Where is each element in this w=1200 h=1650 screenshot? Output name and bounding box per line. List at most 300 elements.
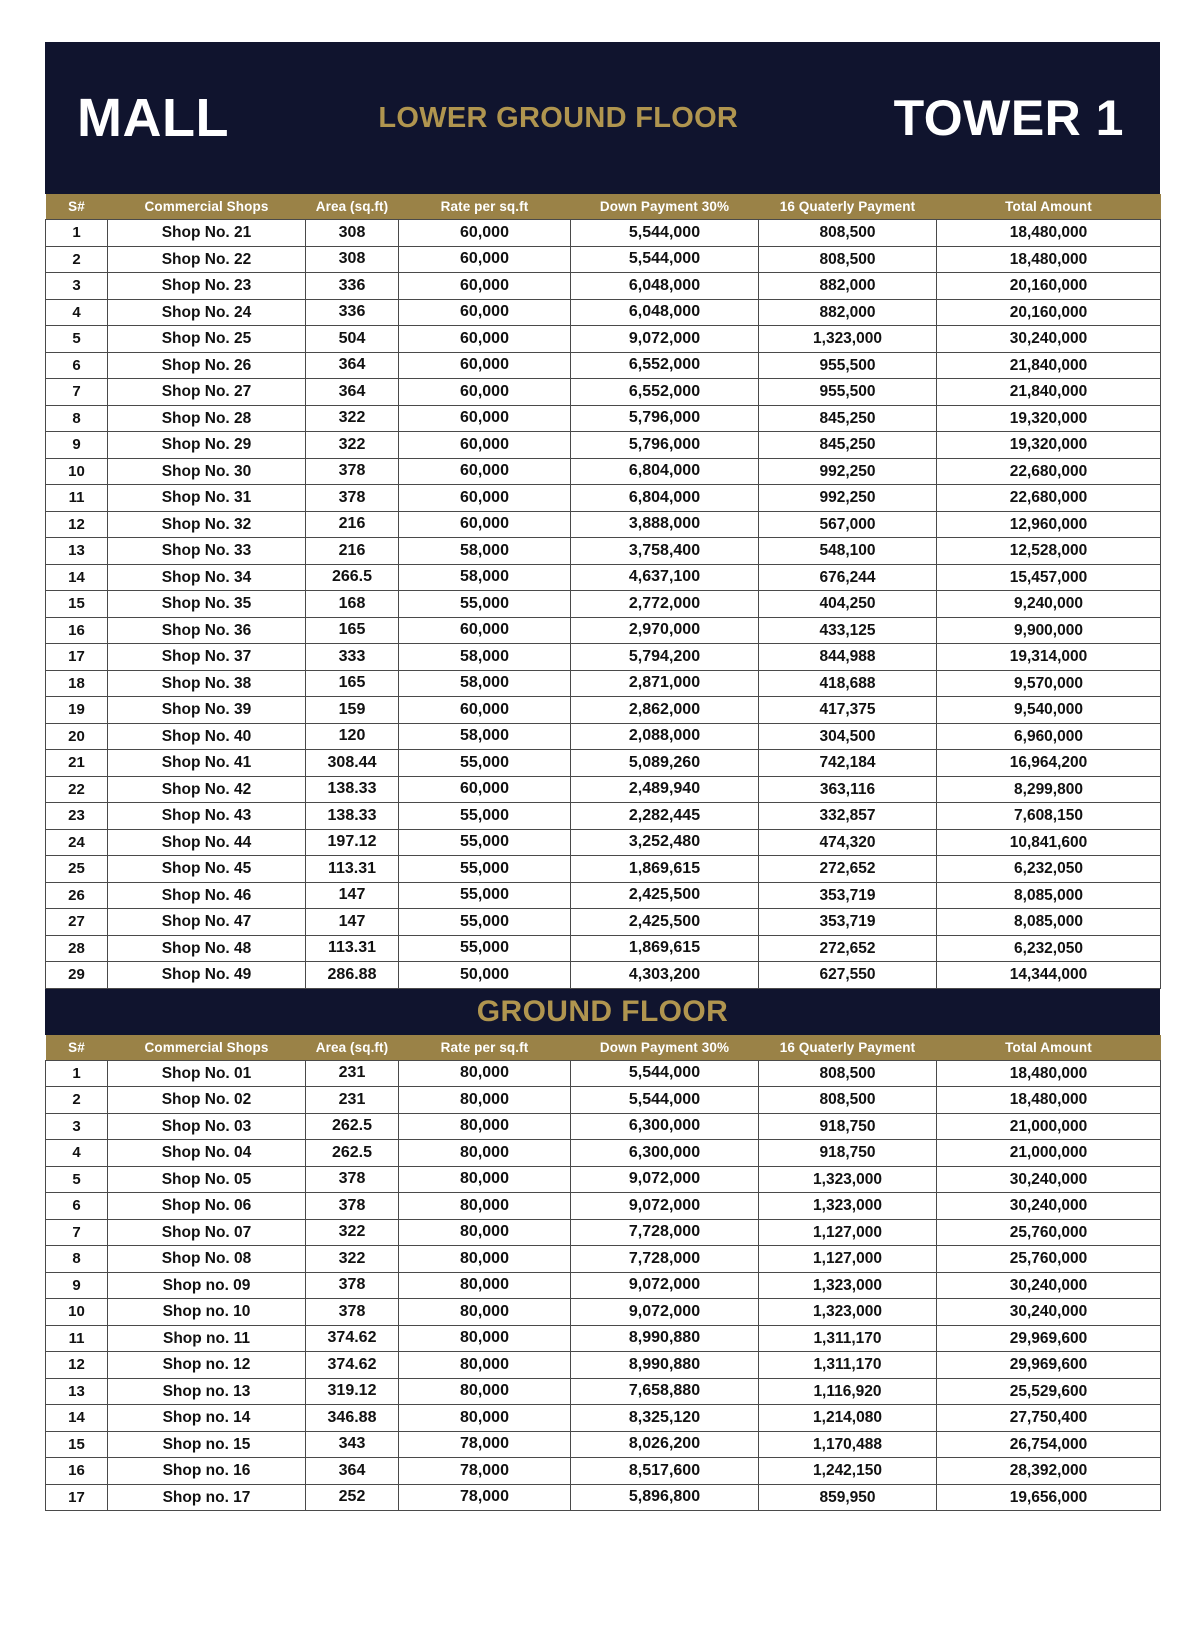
cell-rate: 55,000 <box>399 935 571 962</box>
table-row <box>46 1378 1161 1405</box>
cell-serial: 19 <box>46 697 108 724</box>
cell-shop-name: Shop No. 24 <box>108 299 306 326</box>
cell-total: 21,000,000 <box>937 1113 1161 1140</box>
cell-shop-name: Shop No. 04 <box>108 1140 306 1167</box>
cell-shop-name: Shop No. 29 <box>108 432 306 459</box>
table-row <box>46 458 1161 485</box>
cell-serial: 2 <box>46 246 108 273</box>
cell-total: 10,841,600 <box>937 829 1161 856</box>
table-row <box>46 1484 1161 1511</box>
cell-serial: 5 <box>46 1166 108 1193</box>
cell-total: 6,232,050 <box>937 935 1161 962</box>
cell-serial: 7 <box>46 379 108 406</box>
cell-rate: 80,000 <box>399 1140 571 1167</box>
cell-serial: 29 <box>46 962 108 989</box>
col-header-rate: Rate per sq.ft <box>399 194 571 220</box>
cell-serial: 11 <box>46 485 108 512</box>
cell-total: 19,656,000 <box>937 1484 1161 1511</box>
cell-total: 18,480,000 <box>937 1087 1161 1114</box>
cell-serial: 4 <box>46 299 108 326</box>
cell-shop-name: Shop No. 48 <box>108 935 306 962</box>
cell-total: 14,344,000 <box>937 962 1161 989</box>
cell-total: 26,754,000 <box>937 1431 1161 1458</box>
cell-down-payment: 9,072,000 <box>571 1299 759 1326</box>
table-header-row <box>46 194 1161 220</box>
cell-down-payment: 9,072,000 <box>571 1166 759 1193</box>
cell-rate: 78,000 <box>399 1458 571 1485</box>
cell-quarterly: 1,116,920 <box>759 1378 937 1405</box>
cell-rate: 80,000 <box>399 1113 571 1140</box>
table-body-gf <box>46 1060 1161 1511</box>
cell-quarterly: 1,323,000 <box>759 1272 937 1299</box>
cell-total: 8,085,000 <box>937 909 1161 936</box>
cell-quarterly: 418,688 <box>759 670 937 697</box>
cell-quarterly: 353,719 <box>759 909 937 936</box>
cell-total: 21,840,000 <box>937 352 1161 379</box>
title-banner <box>45 42 1160 194</box>
cell-area: 374.62 <box>306 1325 399 1352</box>
cell-area: 378 <box>306 1299 399 1326</box>
table-row <box>46 220 1161 247</box>
table-row <box>46 432 1161 459</box>
cell-quarterly: 363,116 <box>759 776 937 803</box>
cell-area: 378 <box>306 1166 399 1193</box>
cell-down-payment: 7,728,000 <box>571 1246 759 1273</box>
table-row <box>46 405 1161 432</box>
table-row <box>46 617 1161 644</box>
cell-total: 21,000,000 <box>937 1140 1161 1167</box>
cell-down-payment: 8,990,880 <box>571 1325 759 1352</box>
cell-area: 308 <box>306 220 399 247</box>
cell-shop-name: Shop No. 33 <box>108 538 306 565</box>
cell-serial: 28 <box>46 935 108 962</box>
cell-shop-name: Shop no. 13 <box>108 1378 306 1405</box>
cell-total: 25,760,000 <box>937 1246 1161 1273</box>
col-header-rate: Rate per sq.ft <box>399 1035 571 1061</box>
cell-quarterly: 1,323,000 <box>759 1193 937 1220</box>
cell-rate: 55,000 <box>399 591 571 618</box>
cell-shop-name: Shop No. 22 <box>108 246 306 273</box>
cell-total: 19,320,000 <box>937 432 1161 459</box>
cell-quarterly: 882,000 <box>759 273 937 300</box>
cell-rate: 55,000 <box>399 750 571 777</box>
cell-rate: 78,000 <box>399 1431 571 1458</box>
cell-quarterly: 955,500 <box>759 379 937 406</box>
cell-shop-name: Shop No. 21 <box>108 220 306 247</box>
cell-total: 29,969,600 <box>937 1325 1161 1352</box>
cell-quarterly: 882,000 <box>759 299 937 326</box>
cell-quarterly: 808,500 <box>759 246 937 273</box>
cell-down-payment: 5,544,000 <box>571 220 759 247</box>
cell-rate: 50,000 <box>399 962 571 989</box>
table-row <box>46 1431 1161 1458</box>
cell-rate: 60,000 <box>399 220 571 247</box>
cell-serial: 17 <box>46 644 108 671</box>
cell-down-payment: 6,300,000 <box>571 1113 759 1140</box>
table-body-lgf <box>46 220 1161 989</box>
cell-rate: 80,000 <box>399 1299 571 1326</box>
table-row <box>46 1060 1161 1087</box>
cell-shop-name: Shop no. 15 <box>108 1431 306 1458</box>
cell-rate: 60,000 <box>399 273 571 300</box>
table-row <box>46 723 1161 750</box>
col-header-shop: Commercial Shops <box>108 1035 306 1061</box>
cell-rate: 80,000 <box>399 1166 571 1193</box>
cell-down-payment: 2,282,445 <box>571 803 759 830</box>
cell-serial: 25 <box>46 856 108 883</box>
col-header-area: Area (sq.ft) <box>306 194 399 220</box>
cell-area: 113.31 <box>306 935 399 962</box>
cell-shop-name: Shop No. 44 <box>108 829 306 856</box>
cell-shop-name: Shop No. 08 <box>108 1246 306 1273</box>
cell-area: 147 <box>306 909 399 936</box>
cell-serial: 13 <box>46 538 108 565</box>
table-row <box>46 564 1161 591</box>
cell-area: 364 <box>306 379 399 406</box>
cell-rate: 55,000 <box>399 829 571 856</box>
cell-rate: 80,000 <box>399 1378 571 1405</box>
col-header-qtr: 16 Quaterly Payment <box>759 1035 937 1061</box>
cell-area: 374.62 <box>306 1352 399 1379</box>
cell-area: 231 <box>306 1087 399 1114</box>
col-header-sn: S# <box>46 194 108 220</box>
cell-quarterly: 742,184 <box>759 750 937 777</box>
cell-shop-name: Shop No. 07 <box>108 1219 306 1246</box>
col-header-total: Total Amount <box>937 1035 1161 1061</box>
cell-total: 25,529,600 <box>937 1378 1161 1405</box>
cell-serial: 5 <box>46 326 108 353</box>
cell-rate: 80,000 <box>399 1272 571 1299</box>
table-row <box>46 326 1161 353</box>
cell-rate: 80,000 <box>399 1246 571 1273</box>
cell-shop-name: Shop no. 10 <box>108 1299 306 1326</box>
cell-quarterly: 1,214,080 <box>759 1405 937 1432</box>
table-row <box>46 803 1161 830</box>
cell-down-payment: 1,869,615 <box>571 856 759 883</box>
cell-rate: 58,000 <box>399 538 571 565</box>
cell-quarterly: 1,323,000 <box>759 1299 937 1326</box>
cell-area: 138.33 <box>306 803 399 830</box>
cell-down-payment: 5,544,000 <box>571 1060 759 1087</box>
table-row <box>46 485 1161 512</box>
cell-shop-name: Shop No. 42 <box>108 776 306 803</box>
cell-serial: 1 <box>46 1060 108 1087</box>
table-head-gf <box>46 1035 1161 1061</box>
cell-area: 159 <box>306 697 399 724</box>
cell-shop-name: Shop No. 38 <box>108 670 306 697</box>
cell-down-payment: 5,544,000 <box>571 246 759 273</box>
cell-area: 168 <box>306 591 399 618</box>
cell-down-payment: 2,862,000 <box>571 697 759 724</box>
cell-serial: 24 <box>46 829 108 856</box>
lower-ground-floor-table <box>45 194 1161 989</box>
cell-rate: 60,000 <box>399 458 571 485</box>
cell-quarterly: 918,750 <box>759 1113 937 1140</box>
ground-floor-block <box>45 989 1160 1512</box>
cell-area: 504 <box>306 326 399 353</box>
cell-rate: 60,000 <box>399 379 571 406</box>
cell-serial: 17 <box>46 1484 108 1511</box>
table-row <box>46 776 1161 803</box>
cell-total: 9,900,000 <box>937 617 1161 644</box>
cell-down-payment: 6,048,000 <box>571 273 759 300</box>
cell-area: 197.12 <box>306 829 399 856</box>
cell-total: 12,960,000 <box>937 511 1161 538</box>
cell-down-payment: 8,990,880 <box>571 1352 759 1379</box>
cell-quarterly: 272,652 <box>759 935 937 962</box>
table-row <box>46 856 1161 883</box>
table-row <box>46 750 1161 777</box>
cell-rate: 55,000 <box>399 803 571 830</box>
cell-shop-name: Shop no. 11 <box>108 1325 306 1352</box>
cell-shop-name: Shop No. 37 <box>108 644 306 671</box>
cell-quarterly: 1,242,150 <box>759 1458 937 1485</box>
cell-area: 308 <box>306 246 399 273</box>
table-row <box>46 1352 1161 1379</box>
cell-down-payment: 8,517,600 <box>571 1458 759 1485</box>
cell-shop-name: Shop no. 17 <box>108 1484 306 1511</box>
table-row <box>46 246 1161 273</box>
cell-area: 346.88 <box>306 1405 399 1432</box>
cell-down-payment: 2,772,000 <box>571 591 759 618</box>
cell-down-payment: 2,871,000 <box>571 670 759 697</box>
table-row <box>46 670 1161 697</box>
cell-quarterly: 1,127,000 <box>759 1246 937 1273</box>
cell-quarterly: 992,250 <box>759 485 937 512</box>
cell-area: 333 <box>306 644 399 671</box>
ground-floor-banner <box>45 989 1160 1035</box>
cell-serial: 11 <box>46 1325 108 1352</box>
cell-quarterly: 1,170,488 <box>759 1431 937 1458</box>
table-row <box>46 1325 1161 1352</box>
cell-shop-name: Shop No. 40 <box>108 723 306 750</box>
cell-area: 319.12 <box>306 1378 399 1405</box>
cell-serial: 13 <box>46 1378 108 1405</box>
cell-down-payment: 2,489,940 <box>571 776 759 803</box>
cell-rate: 60,000 <box>399 246 571 273</box>
cell-area: 165 <box>306 670 399 697</box>
cell-shop-name: Shop No. 32 <box>108 511 306 538</box>
cell-down-payment: 6,804,000 <box>571 485 759 512</box>
cell-down-payment: 5,896,800 <box>571 1484 759 1511</box>
cell-serial: 15 <box>46 591 108 618</box>
cell-quarterly: 918,750 <box>759 1140 937 1167</box>
cell-serial: 12 <box>46 511 108 538</box>
cell-shop-name: Shop No. 34 <box>108 564 306 591</box>
cell-serial: 18 <box>46 670 108 697</box>
cell-rate: 80,000 <box>399 1219 571 1246</box>
cell-shop-name: Shop No. 36 <box>108 617 306 644</box>
floor-label: LOWER GROUND FLOOR <box>378 101 739 134</box>
cell-total: 28,392,000 <box>937 1458 1161 1485</box>
cell-area: 216 <box>306 511 399 538</box>
cell-serial: 12 <box>46 1352 108 1379</box>
cell-area: 147 <box>306 882 399 909</box>
col-header-area: Area (sq.ft) <box>306 1035 399 1061</box>
cell-serial: 9 <box>46 432 108 459</box>
cell-area: 266.5 <box>306 564 399 591</box>
table-row <box>46 1166 1161 1193</box>
table-row <box>46 1299 1161 1326</box>
col-header-shop: Commercial Shops <box>108 194 306 220</box>
cell-rate: 60,000 <box>399 485 571 512</box>
cell-serial: 27 <box>46 909 108 936</box>
cell-total: 8,085,000 <box>937 882 1161 909</box>
cell-total: 20,160,000 <box>937 273 1161 300</box>
cell-total: 27,750,400 <box>937 1405 1161 1432</box>
col-header-down: Down Payment 30% <box>571 194 759 220</box>
table-row <box>46 962 1161 989</box>
cell-rate: 60,000 <box>399 299 571 326</box>
cell-rate: 58,000 <box>399 644 571 671</box>
cell-area: 252 <box>306 1484 399 1511</box>
table-row <box>46 273 1161 300</box>
cell-quarterly: 627,550 <box>759 962 937 989</box>
cell-area: 231 <box>306 1060 399 1087</box>
cell-shop-name: Shop No. 47 <box>108 909 306 936</box>
cell-area: 336 <box>306 299 399 326</box>
ground-floor-table <box>45 1035 1161 1512</box>
cell-area: 336 <box>306 273 399 300</box>
cell-rate: 60,000 <box>399 405 571 432</box>
cell-down-payment: 5,089,260 <box>571 750 759 777</box>
cell-total: 9,570,000 <box>937 670 1161 697</box>
cell-serial: 4 <box>46 1140 108 1167</box>
cell-total: 8,299,800 <box>937 776 1161 803</box>
cell-quarterly: 1,323,000 <box>759 326 937 353</box>
cell-down-payment: 6,804,000 <box>571 458 759 485</box>
cell-area: 378 <box>306 485 399 512</box>
cell-rate: 60,000 <box>399 776 571 803</box>
ground-floor-banner-label: GROUND FLOOR <box>476 994 729 1028</box>
cell-down-payment: 2,088,000 <box>571 723 759 750</box>
cell-serial: 16 <box>46 617 108 644</box>
cell-total: 7,608,150 <box>937 803 1161 830</box>
cell-serial: 14 <box>46 564 108 591</box>
cell-serial: 8 <box>46 1246 108 1273</box>
cell-quarterly: 992,250 <box>759 458 937 485</box>
table-head-lgf <box>46 194 1161 220</box>
cell-area: 120 <box>306 723 399 750</box>
cell-total: 25,760,000 <box>937 1219 1161 1246</box>
table-header-row <box>46 1035 1161 1061</box>
cell-quarterly: 417,375 <box>759 697 937 724</box>
cell-quarterly: 808,500 <box>759 1087 937 1114</box>
cell-down-payment: 4,637,100 <box>571 564 759 591</box>
table-row <box>46 935 1161 962</box>
cell-area: 364 <box>306 1458 399 1485</box>
table-row <box>46 697 1161 724</box>
cell-serial: 22 <box>46 776 108 803</box>
cell-quarterly: 433,125 <box>759 617 937 644</box>
cell-area: 343 <box>306 1431 399 1458</box>
cell-down-payment: 5,796,000 <box>571 405 759 432</box>
cell-shop-name: Shop No. 31 <box>108 485 306 512</box>
cell-shop-name: Shop no. 09 <box>108 1272 306 1299</box>
cell-area: 378 <box>306 1272 399 1299</box>
cell-rate: 60,000 <box>399 617 571 644</box>
cell-quarterly: 844,988 <box>759 644 937 671</box>
cell-down-payment: 6,552,000 <box>571 352 759 379</box>
cell-total: 18,480,000 <box>937 1060 1161 1087</box>
cell-area: 322 <box>306 1246 399 1273</box>
cell-serial: 8 <box>46 405 108 432</box>
cell-rate: 58,000 <box>399 723 571 750</box>
cell-down-payment: 3,252,480 <box>571 829 759 856</box>
cell-shop-name: Shop No. 05 <box>108 1166 306 1193</box>
table-row <box>46 591 1161 618</box>
cell-rate: 60,000 <box>399 352 571 379</box>
table-row <box>46 1193 1161 1220</box>
cell-quarterly: 1,311,170 <box>759 1325 937 1352</box>
cell-rate: 80,000 <box>399 1405 571 1432</box>
cell-total: 30,240,000 <box>937 326 1161 353</box>
cell-shop-name: Shop No. 03 <box>108 1113 306 1140</box>
cell-rate: 55,000 <box>399 882 571 909</box>
cell-total: 15,457,000 <box>937 564 1161 591</box>
col-header-qtr: 16 Quaterly Payment <box>759 194 937 220</box>
cell-serial: 9 <box>46 1272 108 1299</box>
brand-title: MALL <box>77 88 229 148</box>
cell-quarterly: 808,500 <box>759 1060 937 1087</box>
cell-shop-name: Shop No. 27 <box>108 379 306 406</box>
cell-serial: 1 <box>46 220 108 247</box>
cell-rate: 80,000 <box>399 1087 571 1114</box>
table-row <box>46 882 1161 909</box>
cell-down-payment: 4,303,200 <box>571 962 759 989</box>
cell-total: 22,680,000 <box>937 485 1161 512</box>
cell-rate: 60,000 <box>399 511 571 538</box>
cell-total: 19,314,000 <box>937 644 1161 671</box>
cell-shop-name: Shop No. 49 <box>108 962 306 989</box>
cell-down-payment: 8,325,120 <box>571 1405 759 1432</box>
cell-rate: 55,000 <box>399 856 571 883</box>
table-row <box>46 538 1161 565</box>
cell-shop-name: Shop No. 25 <box>108 326 306 353</box>
cell-down-payment: 9,072,000 <box>571 1193 759 1220</box>
cell-down-payment: 2,425,500 <box>571 909 759 936</box>
cell-rate: 60,000 <box>399 432 571 459</box>
cell-quarterly: 1,323,000 <box>759 1166 937 1193</box>
cell-area: 262.5 <box>306 1140 399 1167</box>
cell-shop-name: Shop No. 23 <box>108 273 306 300</box>
cell-total: 19,320,000 <box>937 405 1161 432</box>
cell-shop-name: Shop No. 02 <box>108 1087 306 1114</box>
cell-shop-name: Shop No. 46 <box>108 882 306 909</box>
cell-shop-name: Shop no. 16 <box>108 1458 306 1485</box>
cell-serial: 23 <box>46 803 108 830</box>
cell-total: 6,232,050 <box>937 856 1161 883</box>
cell-rate: 58,000 <box>399 564 571 591</box>
cell-total: 12,528,000 <box>937 538 1161 565</box>
cell-serial: 26 <box>46 882 108 909</box>
cell-serial: 7 <box>46 1219 108 1246</box>
cell-total: 18,480,000 <box>937 246 1161 273</box>
cell-rate: 58,000 <box>399 670 571 697</box>
cell-serial: 16 <box>46 1458 108 1485</box>
table-row <box>46 909 1161 936</box>
cell-down-payment: 5,544,000 <box>571 1087 759 1114</box>
col-header-down: Down Payment 30% <box>571 1035 759 1061</box>
cell-down-payment: 2,425,500 <box>571 882 759 909</box>
cell-down-payment: 6,300,000 <box>571 1140 759 1167</box>
cell-area: 165 <box>306 617 399 644</box>
cell-down-payment: 2,970,000 <box>571 617 759 644</box>
cell-quarterly: 332,857 <box>759 803 937 830</box>
cell-quarterly: 1,127,000 <box>759 1219 937 1246</box>
cell-quarterly: 548,100 <box>759 538 937 565</box>
cell-down-payment: 6,048,000 <box>571 299 759 326</box>
